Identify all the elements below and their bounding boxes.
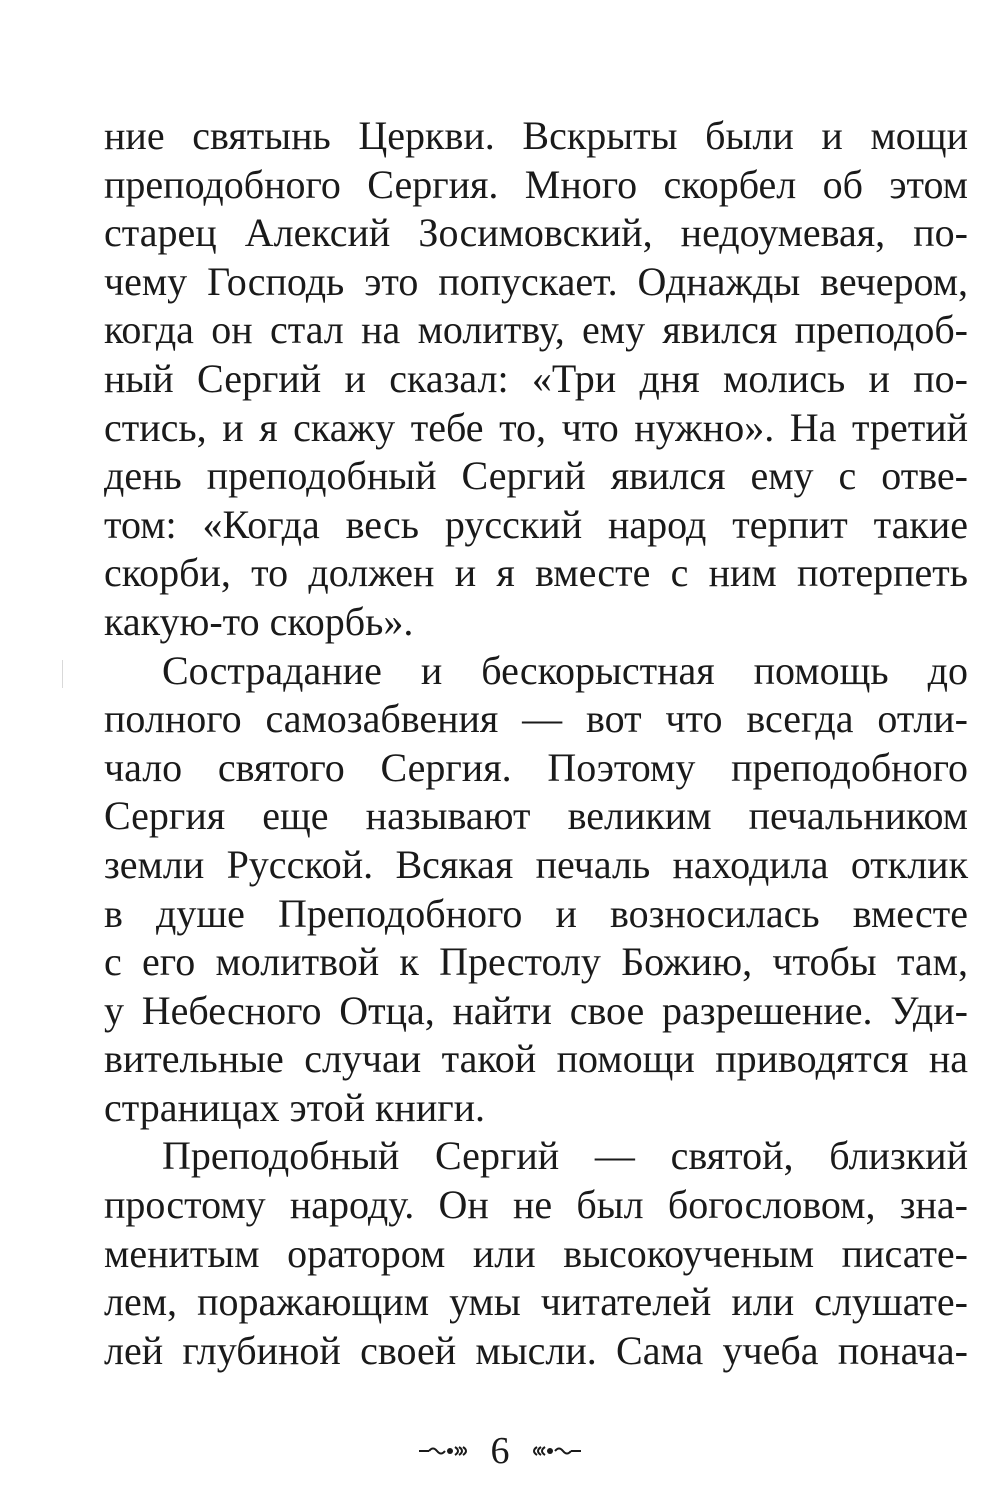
text-line: полного самозабвения — вот что всегда отли-	[104, 696, 968, 742]
text-line: ный Сергий и сказал: «Три дня молись и по-	[104, 355, 968, 401]
ornament-right-icon	[529, 1444, 583, 1458]
text-line: Преподобный Сергий — святой, близкий	[162, 1133, 968, 1179]
text-line: Сострадание и бескорыстная помощь до	[162, 647, 968, 693]
text-line: том: «Когда весь русский народ терпит такие	[104, 501, 968, 547]
text-line: земли Русской. Всякая печаль находила отклик	[104, 841, 968, 887]
text-line: вительные случаи такой помощи приводятся на	[104, 1036, 968, 1082]
text-line: Сергия еще называют великим печальником	[104, 793, 968, 839]
text-line: когда он стал на молитву, ему явился преподоб-	[104, 307, 968, 353]
page-number: 6	[490, 1430, 510, 1473]
text-line: в душе Преподобного и возносилась вместе	[104, 890, 968, 936]
text-line: простому народу. Он не был богословом, зна-	[104, 1182, 968, 1228]
text-line: чало святого Сергия. Поэтому преподобного	[104, 744, 968, 790]
ornament-left-icon	[417, 1444, 471, 1458]
text-line: преподобного Сергия. Много скорбел об этом	[104, 161, 968, 207]
text-line: стись, и я скажу тебе то, что нужно». На третий	[104, 404, 968, 450]
text-line: старец Алексий Зосимовский, недоумевая, по-	[104, 210, 968, 256]
text-line: скорби, то должен и я вместе с ним потерпеть	[104, 550, 968, 596]
text-line: какую-то скорбь».	[104, 598, 414, 644]
text-line: с его молитвой к Престолу Божию, чтобы там,	[104, 939, 968, 985]
text-line: ние святынь Церкви. Вскрыты были и мощи	[104, 113, 968, 158]
text-line: лем, поражающим умы читателей или слушате-	[104, 1279, 968, 1325]
page-edge-mark	[62, 660, 63, 688]
page-footer	[0, 1428, 1000, 1473]
body-text	[104, 112, 968, 1375]
text-line: лей глубиной своей мысли. Сама учеба понача-	[104, 1327, 968, 1373]
text-line: у Небесного Отца, найти свое разрешение. Уди-	[104, 987, 968, 1033]
text-line: чему Господь это попускает. Однажды вечером,	[104, 258, 968, 304]
text-line: страницах этой книги.	[104, 1084, 486, 1130]
text-line: менитым оратором или высокоученым писате-	[104, 1230, 968, 1276]
text-line: день преподобный Сергий явился ему с отве-	[104, 453, 968, 499]
